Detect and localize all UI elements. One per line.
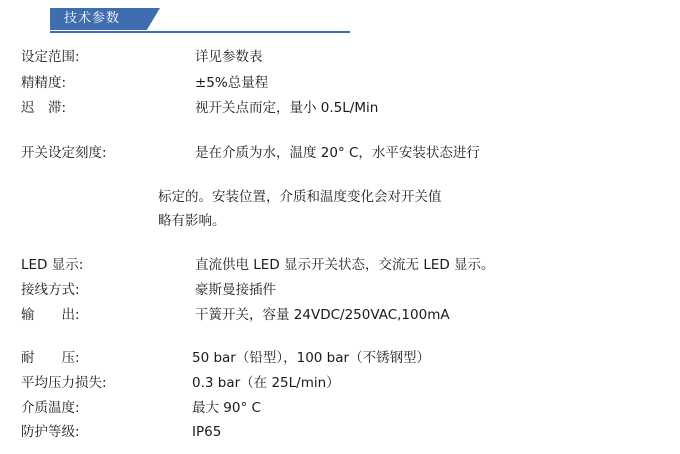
spec-label: 设定范围: — [21, 49, 80, 65]
spec-value: 豪斯曼接插件 — [195, 282, 276, 298]
spec-label: LED 显示: — [21, 257, 84, 273]
spec-label: 开关设定刻度: — [21, 145, 107, 161]
section-header — [50, 8, 350, 32]
spec-label: 接线方式: — [21, 282, 80, 298]
spec-label: 耐 压: — [21, 350, 80, 366]
section-divider — [50, 31, 350, 33]
spec-value: 标定的。安装位置，介质和温度变化会对开关值 — [158, 189, 442, 205]
spec-value: IP65 — [192, 424, 222, 440]
spec-value: 略有影响。 — [158, 213, 226, 229]
spec-label: 输 出: — [21, 307, 80, 323]
spec-value: 50 bar（铅型），100 bar（不锈钢型） — [192, 350, 431, 366]
spec-value: 0.3 bar（在 25L/min） — [192, 375, 340, 391]
spec-value: 视开关点而定，量小 0.5L/Min — [195, 100, 379, 116]
spec-value: 最大 90° C — [192, 400, 261, 416]
spec-label: 平均压力损失: — [21, 375, 107, 391]
spec-label: 防护等级: — [21, 424, 80, 440]
spec-value: 直流供电 LED 显示开关状态，交流无 LED 显示。 — [195, 257, 495, 273]
section-title: 技术参数 — [64, 11, 121, 26]
spec-value: ±5%总量程 — [195, 75, 269, 91]
spec-label: 介质温度: — [21, 400, 80, 416]
spec-label: 迟 滞: — [21, 100, 67, 116]
spec-value: 干簧开关，容量 24VDC/250VAC,100mA — [195, 307, 450, 323]
spec-value: 详见参数表 — [195, 49, 263, 65]
spec-label: 精精度: — [21, 75, 67, 91]
spec-value: 是在介质为水，温度 20° C，水平安装状态进行 — [195, 145, 480, 161]
